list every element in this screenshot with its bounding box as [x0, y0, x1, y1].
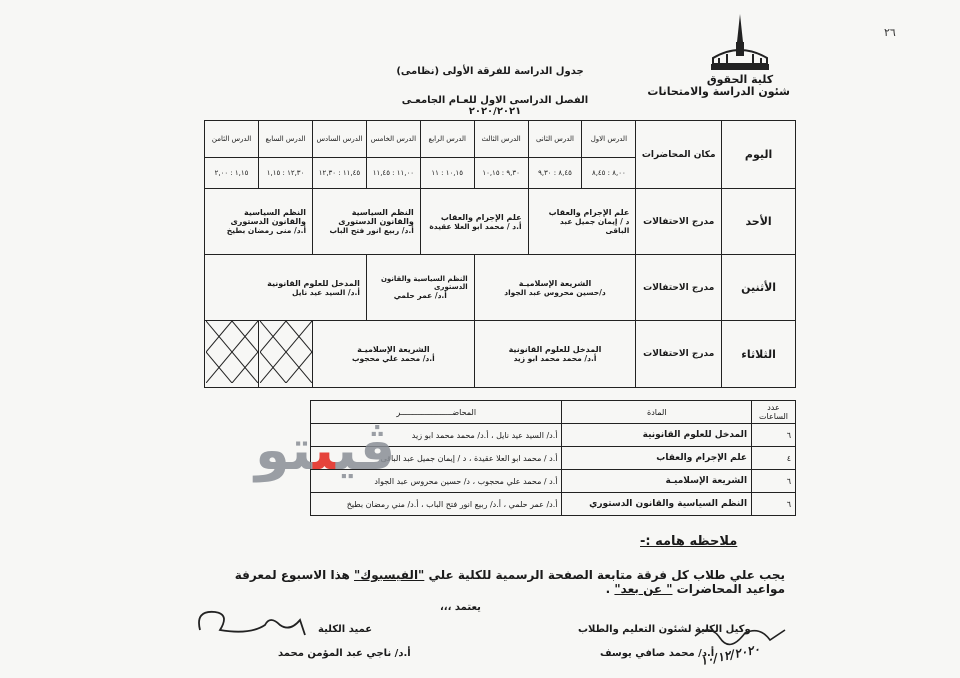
period-6-time: ١١,٤٥ : ١٢,٣٠	[313, 158, 367, 189]
lecturer-names: أ.د / محمد ابو العلا عقيدة ، د / إيمان جميل عبد الباقى	[311, 447, 562, 470]
dean-name: أ.د/ ناجي عبد المؤمن محمد	[278, 648, 411, 659]
schedule-table	[204, 120, 796, 388]
day-tuesday: الثلاثاء	[722, 321, 796, 388]
lecturer-names: أ.د/ السيد عيد نايل ، أ.د/ محمد محمد ابو زيد	[311, 424, 562, 447]
period-3-name: الدرس الثالث	[474, 121, 528, 158]
watermark-dot: ٮ	[312, 418, 336, 483]
hours-value: ٤	[752, 447, 796, 470]
hours-value: ٦	[752, 424, 796, 447]
sunday-class-4	[205, 189, 313, 255]
dean-signature-icon	[190, 600, 320, 645]
subject-name: علم الإجرام والعقاب	[562, 447, 752, 470]
watermark-part: ڤي	[335, 418, 396, 483]
table-row	[311, 493, 796, 516]
period-4-time: ١٠,١٥ : ١١	[420, 158, 474, 189]
period-5-name: الدرس الخامس	[366, 121, 420, 158]
class-subject: المدخل للعلوم القانونية	[508, 345, 602, 354]
logo-line-1: كلية الحقوق	[706, 73, 774, 86]
sunday-class-3	[313, 189, 421, 255]
note-part: هذا الاسبوع لمعرفة مواعيد المحاضرات	[234, 568, 785, 596]
class-professor: أ.د / محمد ابو العلا عقيدة	[429, 221, 522, 231]
empty-cell	[205, 321, 259, 388]
table-row-sunday	[205, 189, 796, 255]
class-subject: علم الإجرام والعقاب	[548, 208, 630, 217]
lecturer-names: أ.د/ عمر حلمي ، أ.د/ ربيع انور فتح الباب ، أ.د/ مني رمضان بطيخ	[311, 493, 562, 516]
class-professor: أ.د/ منى رمضان بطيخ	[226, 226, 307, 235]
period-1-time: ٨,٠٠ : ٨,٤٥	[582, 158, 636, 189]
page-number: ٢٦	[884, 26, 896, 39]
note-text	[205, 568, 785, 596]
col-place-header: مكان المحاضرات	[636, 121, 722, 189]
day-sunday: الأحد	[722, 189, 796, 255]
tuesday-class-2	[313, 321, 475, 388]
university-logo	[647, 12, 790, 102]
col-hours-header: عدد الساعات	[752, 401, 796, 424]
monday-class-2	[366, 255, 474, 321]
dean-title: عميد الكلية	[318, 624, 373, 635]
class-professor: أ.د/ محمد محمد ابو زيد	[513, 354, 597, 363]
note-facebook: "الفيسبوك"	[354, 568, 425, 582]
col-lecturer-header: المحاضــــــــــــــــــــــر	[311, 401, 562, 424]
class-professor: د/حسين محروس عبد الجواد	[504, 287, 606, 297]
class-subject: الشريعة الإسلاميـة	[518, 278, 592, 288]
empty-cell	[259, 321, 313, 388]
table-header-row	[205, 121, 796, 158]
vice-dean-name: أ.د/ محمد صافي يوسف	[600, 648, 715, 659]
note-title: ملاحظه هامه :-	[640, 534, 738, 549]
lecturer-names: أ.د / محمد علي محجوب ، د/ حسين محروس عبد الجواد	[311, 470, 562, 493]
note-remote: " عن بعد"	[614, 582, 673, 596]
class-subject: النظم السياسية والقانون الدستورى	[230, 208, 307, 226]
tower-emblem-icon	[705, 12, 775, 74]
schedule-title: جدول الدراسة للفرقة الأولى (نظامى)	[396, 66, 584, 77]
subject-name: المدخل للعلوم القانونية	[562, 424, 752, 447]
class-subject: النظم السياسية والقانون الدستورى	[338, 208, 414, 226]
crossed-out-icon	[260, 321, 312, 383]
day-monday: الأثنين	[722, 255, 796, 321]
note-part: يجب علي طلاب كل فرقة متابعة الصفحة الرسمية للكلية علي	[424, 568, 785, 582]
class-professor: د / إيمان جميل عبد الباقى	[559, 217, 630, 235]
site-watermark	[255, 418, 395, 483]
period-8-name: الدرس الثامن	[205, 121, 259, 158]
monday-class-3	[205, 255, 367, 321]
place-tuesday: مدرج الاحتفالات	[636, 321, 722, 388]
class-subject: النظم السياسية والقانون الدستورى	[380, 275, 468, 291]
period-7-time: ١٢,٣٠ : ١,١٥	[259, 158, 313, 189]
subject-name: الشريعة الإسلاميـة	[562, 470, 752, 493]
approval-closing: يعتمد ،،،	[440, 602, 481, 613]
watermark-part: تو	[255, 418, 313, 483]
place-monday: مدرج الاحتفالات	[636, 255, 722, 321]
monday-class-1	[474, 255, 636, 321]
vice-dean-title: وكيل الكلية لشئون التعليم والطلاب	[578, 624, 751, 635]
table-row-tuesday	[205, 321, 796, 388]
class-subject: المدخل للعلوم القانونية	[267, 278, 360, 288]
sunday-class-2	[420, 189, 528, 255]
hours-value: ٦	[752, 493, 796, 516]
tuesday-class-1	[474, 321, 636, 388]
hours-value: ٦	[752, 470, 796, 493]
period-5-time: ١١,٠٠ : ١١,٤٥	[366, 158, 420, 189]
semester-title: الفصل الدراسى الاول للعـام الجامعـى ٢٠٢٠/٢٠٢١	[401, 95, 589, 117]
period-7-name: الدرس السابع	[259, 121, 313, 158]
subject-name: النظم السياسية والقانون الدستوري	[562, 493, 752, 516]
col-subject-header: المادة	[562, 401, 752, 424]
period-4-name: الدرس الرابع	[420, 121, 474, 158]
period-3-time: ٩,٣٠ : ١٠,١٥	[474, 158, 528, 189]
note-part: .	[605, 582, 615, 596]
class-professor: أ.د/ محمد علي محجوب	[351, 354, 435, 363]
sunday-class-1	[528, 189, 636, 255]
place-sunday: مدرج الاحتفالات	[636, 189, 722, 255]
table-row-monday	[205, 255, 796, 321]
period-6-name: الدرس السادس	[313, 121, 367, 158]
col-day-header: اليوم	[722, 121, 796, 189]
period-2-name: الدرس الثانى	[528, 121, 582, 158]
period-1-name: الدرس الاول	[582, 121, 636, 158]
handwritten-date: ١٠/١٢/٢٠٢٠	[699, 641, 762, 669]
crossed-out-icon	[206, 321, 258, 383]
logo-line-2: شئون الدراسة والامتحانات	[647, 85, 790, 98]
class-professor: أ.د/ السيد عيد نايل	[292, 287, 360, 297]
class-subject: الشريعة الإسلاميـة	[357, 345, 430, 354]
class-professor: أ.د/ عمر حلمي	[393, 291, 447, 300]
period-2-time: ٨,٤٥ : ٩,٣٠	[528, 158, 582, 189]
class-professor: أ.د/ ربيع انور فتح الباب	[329, 226, 414, 235]
class-subject: علم الإجرام والعقاب	[440, 212, 522, 222]
period-8-time: ١,١٥ : ٢,٠٠	[205, 158, 259, 189]
